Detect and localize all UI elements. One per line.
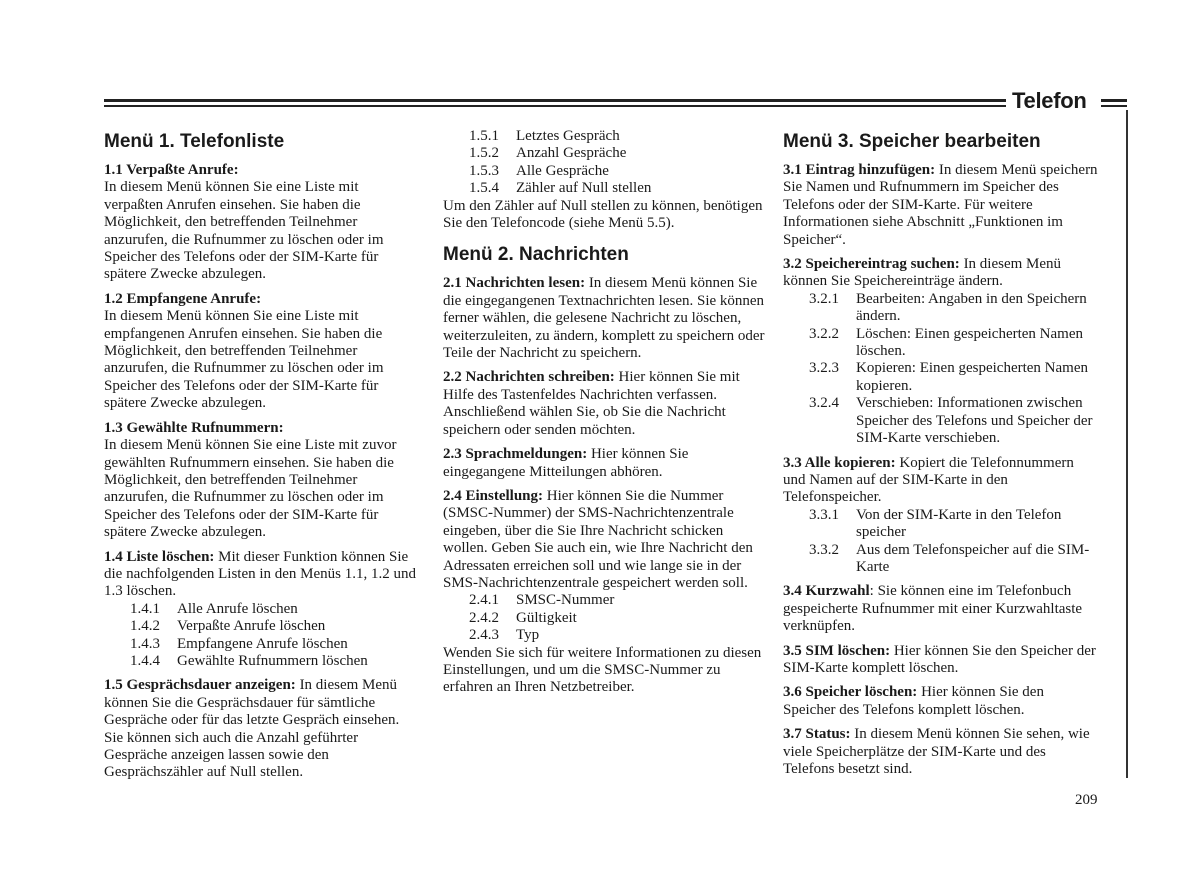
section-title: Telefon xyxy=(1012,88,1087,113)
paragraph-heading: 3.1 Eintrag hinzufügen: xyxy=(783,162,936,178)
list-item xyxy=(443,128,766,145)
paragraph-1-1 xyxy=(104,162,419,284)
list-item-text: Kopieren: Einen gespeicherten Namen kopieren. xyxy=(856,360,1088,394)
list-item xyxy=(783,291,1098,326)
list-item-number: 1.4.3 xyxy=(130,635,160,652)
paragraph-heading: 1.4 Liste löschen: xyxy=(104,548,215,565)
header-rule-thin xyxy=(104,105,1006,107)
list-3-3 xyxy=(783,507,1098,577)
list-item-text: Löschen: Einen gespeicherten Namen löschen. xyxy=(856,325,1083,360)
list-item-text: Letztes Gespräch xyxy=(516,128,620,144)
paragraph-text: In diesem Menü können Sie die eingegangenen Textnachrichten lesen. Sie können ferner wählen, die gelesene Nachricht zu löschen, weiterzuleiten, zu ändern, komplett zu speichern oder Teile der Nachricht zu speichern. xyxy=(443,275,765,362)
list-item-text: Von der SIM-Karte in den Telefon speicher xyxy=(856,506,1062,541)
column-1 xyxy=(104,128,419,789)
paragraph-3-3 xyxy=(783,455,1098,507)
list-item-text: Verpaßte Anrufe löschen xyxy=(177,618,326,635)
list-item-number: 3.2.2 xyxy=(809,325,839,342)
paragraph-text: In diesem Menü speichern Sie Namen und Rufnummern im Speicher des Telefons oder der SIM-Karte. Für weitere Informationen siehe Abschnitt „Funktionen im Speicher“. xyxy=(783,162,1098,248)
list-item-number: 2.4.2 xyxy=(469,609,499,626)
list-item xyxy=(104,636,419,653)
list-item xyxy=(104,653,419,670)
list-item xyxy=(783,360,1098,395)
paragraph-text: Hier können Sie mit Hilfe des Tastenfeldes Nachrichten verfassen. Anschließend wählen Sie, ob Sie die Nachricht speichern oder senden möchten. xyxy=(443,369,740,438)
list-2-4 xyxy=(443,592,766,644)
paragraph-heading: 2.3 Sprachmeldungen: xyxy=(443,446,588,463)
paragraph-3-5 xyxy=(783,643,1098,678)
list-item-text: Empfangene Anrufe löschen xyxy=(177,635,348,652)
paragraph-heading: 2.1 Nachrichten lesen: xyxy=(443,275,586,292)
list-item-number: 2.4.3 xyxy=(469,627,499,644)
list-item xyxy=(443,163,766,180)
paragraph-text: Mit dieser Funktion können Sie die nachfolgenden Listen in den Menüs 1.1, 1.2 und 1.3 löschen. xyxy=(104,548,417,600)
paragraph-1-2 xyxy=(104,291,419,413)
list-item xyxy=(443,180,766,197)
list-item-text: Bearbeiten: Angaben in den Speichern ändern. xyxy=(856,290,1087,325)
paragraph-heading: 2.4 Einstellung: xyxy=(443,487,544,504)
header-rule-thick xyxy=(104,99,1006,102)
paragraph-heading: 1.5 Gesprächsdauer anzeigen: xyxy=(104,677,296,694)
paragraph-text: In diesem Menü können Sie die Gesprächsdauer für sämtliche Gespräche oder für das letzte Gespräch einsehen. Sie können sich auch die Anzahl geführter Gespräche anzeigen lassen sowie den Gesprächszähler auf Null stellen. xyxy=(104,677,400,781)
list-item-number: 1.4.1 xyxy=(130,600,160,617)
paragraph-text: Hier können Sie die Nummer (SMSC-Nummer) der SMS-Nachrichtenzentrale eingeben, über die Sie Ihre Nachricht schicken wollen. Geben Sie auch ein, wie Ihre Nachricht den Adressaten erreichen soll und wie lange sie in der SMS-Nachrichtenzentrale gespeichert werden soll. xyxy=(443,487,753,591)
paragraph-heading: 3.4 Kurzwahl xyxy=(783,583,870,600)
list-item-text: Alle Gespräche xyxy=(516,162,609,179)
list-item-text: Anzahl Gespräche xyxy=(516,145,627,162)
list-item xyxy=(783,326,1098,361)
list-item-text: Zähler auf Null stellen xyxy=(516,180,652,197)
list-item xyxy=(783,507,1098,542)
paragraph-1-4 xyxy=(104,549,419,601)
list-item xyxy=(443,627,766,644)
paragraph-text: In diesem Menü können Sie eine Liste mit zuvor gewählten Rufnummern einsehen. Sie haben die Möglichkeit, den betreffenden Teilnehmer anzurufen, die Rufnummer zu löschen oder im Speicher des Telefons oder der SIM-Karte für spätere Zwecke abzulegen. xyxy=(104,437,397,541)
list-3-2 xyxy=(783,291,1098,448)
page-number: 209 xyxy=(1075,792,1098,808)
paragraph-text: Kopiert die Telefonnummern und Namen auf der SIM-Karte in den Telefonspeicher. xyxy=(783,454,1074,506)
list-item-number: 3.2.1 xyxy=(809,290,839,307)
list-item-number: 3.2.3 xyxy=(809,360,839,377)
paragraph-text: Hier können Sie den Speicher der SIM-Karte komplett löschen. xyxy=(783,642,1096,676)
list-item xyxy=(783,542,1098,577)
paragraph-text: In diesem Menü können Sie eine Liste mit verpaßten Anrufen einsehen. Sie haben die Möglichkeit, den betreffenden Teilnehmer anzurufen, die Rufnummer zu löschen oder im Speicher des Telefons oder der SIM-Karte für spätere Zwecke abzulegen. xyxy=(104,179,384,283)
paragraph-3-7 xyxy=(783,726,1098,778)
menu-3-title: Menü 3. Speicher bearbeiten xyxy=(783,131,1041,152)
column-3 xyxy=(783,128,1098,785)
paragraph-heading: 3.2 Speichereintrag suchen: xyxy=(783,256,960,273)
paragraph-1-5 xyxy=(104,677,419,781)
paragraph-heading: 3.6 Speicher löschen: xyxy=(783,684,918,701)
paragraph-2-1 xyxy=(443,275,766,362)
paragraph-3-6 xyxy=(783,684,1098,719)
menu-1-title: Menü 1. Telefonliste xyxy=(104,131,285,152)
column-2 xyxy=(443,128,766,704)
list-item xyxy=(443,610,766,627)
paragraph-text: In diesem Menü können Sie Speichereinträge ändern. xyxy=(783,256,1062,290)
paragraph-3-1 xyxy=(783,162,1098,249)
paragraph-text: Hier können Sie eingegangene Mitteilungen abhören. xyxy=(443,446,689,480)
list-item-text: Gewählte Rufnummern löschen xyxy=(177,652,368,669)
paragraph-2-4 xyxy=(443,488,766,592)
list-item-number: 3.3.2 xyxy=(809,541,839,558)
list-item xyxy=(104,618,419,635)
list-1-5 xyxy=(443,128,766,198)
list-item-text: SMSC-Nummer xyxy=(516,592,615,609)
paragraph-heading: 3.7 Status: xyxy=(783,726,851,743)
paragraph-2-2 xyxy=(443,369,766,439)
list-item-text: Gültigkeit xyxy=(516,609,577,626)
list-item-text: Alle Anrufe löschen xyxy=(177,600,298,617)
paragraph-text: In diesem Menü können Sie eine Liste mit empfangenen Anrufen einsehen. Sie haben die Möglichkeit, den betreffenden Teilnehmer anzurufen, die Rufnummer zu löschen oder im Speicher des Telefons oder der SIM-Karte für spätere Zwecke abzulegen. xyxy=(104,308,384,412)
list-item xyxy=(783,395,1098,447)
paragraph-2-3 xyxy=(443,446,766,481)
paragraph-heading: 2.2 Nachrichten schreiben: xyxy=(443,369,615,386)
page-edge-line xyxy=(1126,110,1128,778)
header-rule-right-thick xyxy=(1101,99,1127,102)
paragraph-1-5-note: Um den Zähler auf Null stellen zu können, benötigen Sie den Telefoncode (siehe Menü 5.5). xyxy=(443,197,763,232)
header-rule-right-thin xyxy=(1101,105,1127,107)
paragraph-1-3 xyxy=(104,420,419,542)
paragraph-heading: 3.5 SIM löschen: xyxy=(783,642,891,659)
list-item-text: Verschieben: Informationen zwischen Speicher des Telefons und Speicher der SIM-Karte verschieben. xyxy=(856,395,1093,447)
paragraph-text: Hier können Sie den Speicher des Telefons komplett löschen. xyxy=(783,684,1044,718)
paragraph-heading: 1.1 Verpaßte Anrufe: xyxy=(104,162,239,178)
paragraph-3-2 xyxy=(783,256,1098,291)
list-item-number: 1.5.1 xyxy=(469,128,499,144)
list-item-number: 1.4.4 xyxy=(130,652,160,669)
paragraph-3-4 xyxy=(783,583,1098,635)
paragraph-heading: 3.3 Alle kopieren: xyxy=(783,454,896,471)
list-item-number: 1.5.4 xyxy=(469,180,499,197)
list-item-text: Aus dem Telefonspeicher auf die SIM-Karte xyxy=(856,541,1090,575)
list-item-number: 2.4.1 xyxy=(469,592,499,609)
list-item-number: 1.5.2 xyxy=(469,145,499,162)
paragraph-text: : Sie können eine im Telefonbuch gespeicherte Rufnummer mit einer Kurzwahltaste verknüpfen. xyxy=(783,583,1083,635)
paragraph-text: In diesem Menü können Sie sehen, wie viele Speicherplätze der SIM-Karte und des Telefons besetzt sind. xyxy=(783,726,1090,777)
paragraph-2-4-note: Wenden Sie sich für weitere Informationen zu diesen Einstellungen, und um die SMSC-Nummer zu erfahren an Ihren Netzbetreiber. xyxy=(443,644,762,696)
list-item-text: Typ xyxy=(516,627,540,644)
list-1-4 xyxy=(104,601,419,671)
list-item xyxy=(443,145,766,162)
list-item xyxy=(443,592,766,609)
menu-2-title: Menü 2. Nachrichten xyxy=(443,244,629,266)
paragraph-heading: 1.2 Empfangene Anrufe: xyxy=(104,290,262,307)
list-item-number: 1.5.3 xyxy=(469,162,499,179)
list-item xyxy=(104,601,419,618)
list-item-number: 3.3.1 xyxy=(809,506,839,523)
paragraph-heading: 1.3 Gewählte Rufnummern: xyxy=(104,419,284,436)
list-item-number: 3.2.4 xyxy=(809,395,839,412)
list-item-number: 1.4.2 xyxy=(130,618,160,635)
